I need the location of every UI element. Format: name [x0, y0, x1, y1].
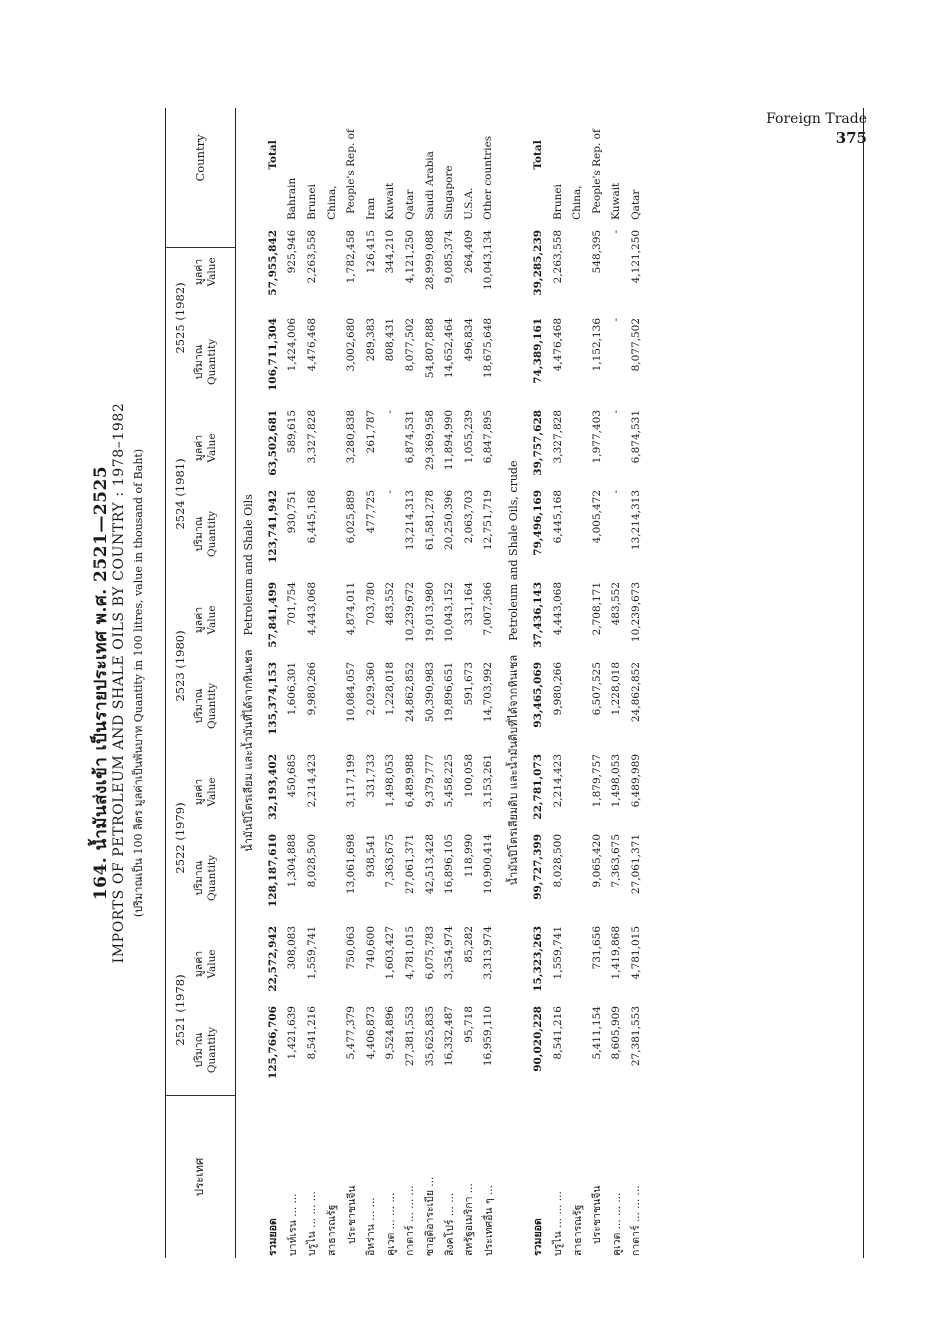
quantity-subheader: [193, 1004, 233, 1096]
country-name-english: Singapore: [443, 165, 456, 220]
running-title: Foreign Trade: [766, 111, 867, 127]
value-cell: 3,327,828: [551, 409, 564, 464]
value-cell: [567, 580, 587, 660]
table-row: [341, 88, 361, 1258]
subheader-row: [193, 88, 233, 1258]
quantity-cell: 54,807,888: [423, 317, 436, 379]
quantity-cell: 24,862,852: [629, 661, 642, 723]
quantity-cell: -: [610, 317, 623, 322]
value-cell: 1,782,458: [345, 229, 358, 284]
value-cell: 740,600: [364, 925, 377, 970]
table-row: [607, 88, 627, 1258]
value-cell: 22,572,942: [266, 925, 279, 992]
quantity-cell: 106,711,304: [266, 317, 279, 392]
country-name-thai: สิงคโปร์ ... ...: [443, 1192, 456, 1256]
quantity-cell: 24,862,852: [403, 661, 416, 723]
value-cell: 3,117,199: [345, 753, 358, 808]
value-cell: 1,977,403: [590, 409, 603, 464]
value-cell: 2,214,423: [551, 753, 564, 808]
quantity-cell: 14,652,464: [443, 317, 456, 379]
country-name-thai: บาห์เรน ... ...: [286, 1193, 299, 1256]
value-cell: 10,043,152: [443, 581, 456, 643]
quantity-cell: 6,445,168: [551, 489, 564, 544]
quantity-cell: 19,896,651: [443, 661, 456, 723]
quantity-cell: 8,541,216: [305, 1006, 318, 1060]
country-name-english: Bahrain: [286, 177, 299, 220]
table-row: [439, 88, 459, 1258]
table-row: [548, 88, 568, 1258]
value-cell: 589,615: [286, 409, 299, 454]
country-name-thai: คูเวต ... ... ...: [610, 1192, 623, 1256]
value-cell: -: [384, 409, 397, 414]
country-name-thai: บรูไน ... ... ...: [306, 1191, 319, 1256]
quantity-cell: 27,061,371: [403, 833, 416, 895]
value-cell: 4,121,250: [629, 229, 642, 284]
quantity-cell: 50,390,983: [423, 661, 436, 723]
value-subheader-thai: มูลค่า: [193, 434, 205, 462]
quantity-subheader-english: Quantity: [206, 1026, 218, 1074]
value-cell: 57,841,499: [266, 581, 279, 648]
country-name-english: Qatar: [629, 189, 642, 220]
value-cell: 4,443,068: [551, 581, 564, 636]
quantity-cell: 9,524,896: [384, 1006, 397, 1060]
value-cell: 701,754: [286, 581, 299, 626]
quantity-cell: 4,005,472: [590, 489, 603, 544]
country-name-english: Brunei: [551, 184, 564, 220]
value-subheader: [193, 580, 233, 660]
value-cell: 3,313,974: [482, 925, 495, 980]
quantity-cell: 2,029,360: [364, 661, 377, 716]
country-name-thai: กาตาร์ ... ... ...: [404, 1185, 417, 1256]
quantity-cell: 9,065,420: [590, 833, 603, 888]
section-heading-row: [233, 88, 263, 1258]
section-heading: [233, 88, 263, 1258]
section-heading-thai: น้ำมันปิโตรเลียม และน้ำมันที่ได้จากหินเชล: [242, 649, 255, 852]
table-row: [420, 88, 440, 1258]
country-name-thai: สหรัฐอเมริกา ...: [463, 1183, 476, 1256]
value-cell: 1,055,239: [462, 409, 475, 464]
value-cell: 10,043,134: [482, 229, 495, 291]
value-cell: 261,787: [364, 409, 377, 454]
country-name-thai: อิหร่าน ... ...: [365, 1197, 378, 1256]
table-header: [167, 88, 233, 1258]
country-name-english: China,: [571, 185, 584, 220]
value-subheader: [193, 924, 233, 1004]
quantity-subheader-thai: ปริมาณ: [193, 344, 205, 380]
table-body: [233, 88, 646, 1258]
quantity-cell: 9,980,266: [551, 661, 564, 716]
quantity-cell: 14,703,992: [482, 661, 495, 723]
value-cell: 6,489,988: [403, 753, 416, 808]
value-subheader: [193, 408, 233, 488]
quantity-cell: 6,445,168: [305, 489, 318, 544]
value-cell: 85,282: [462, 925, 475, 963]
quantity-cell: 6,507,525: [590, 661, 603, 716]
quantity-cell: 9,980,266: [305, 661, 318, 716]
quantity-cell: 1,606,301: [286, 661, 299, 716]
value-cell: 100,058: [462, 753, 475, 798]
year-header: 2523 (1980): [173, 630, 187, 702]
value-cell: 3,280,838: [345, 409, 358, 464]
value-subheader-english: Value: [206, 433, 218, 463]
quantity-cell: 1,421,639: [286, 1006, 299, 1060]
table-units: [129, 108, 147, 1258]
quantity-subheader-english: Quantity: [206, 854, 218, 902]
country-name-english: Saudi Arabia: [423, 151, 436, 220]
value-cell: 9,085,374: [443, 229, 456, 284]
country-name-thai: กาตาร์ ... ... ...: [630, 1185, 643, 1256]
value-cell: 483,552: [384, 581, 397, 626]
country-name-english: Other countries: [482, 135, 495, 220]
quantity-cell: 10,900,414: [482, 833, 495, 895]
quantity-cell: 27,061,371: [629, 833, 642, 895]
value-cell: 6,874,531: [629, 409, 642, 464]
value-cell: 39,285,239: [531, 229, 544, 296]
quantity-cell: 8,605,909: [610, 1006, 623, 1060]
bottom-rule: [863, 108, 864, 1258]
quantity-cell: 18,675,648: [482, 317, 495, 379]
quantity-cell: -: [610, 489, 623, 494]
value-cell: 63,502,681: [266, 409, 279, 476]
quantity-cell: 5,477,379: [345, 1006, 358, 1060]
quantity-cell: 74,389,161: [531, 317, 544, 384]
value-cell: 15,323,263: [531, 925, 544, 992]
quantity-cell: [567, 660, 587, 752]
quantity-cell: 125,766,706: [266, 1006, 279, 1080]
table-row: [361, 88, 381, 1258]
table-row: [479, 88, 499, 1258]
quantity-cell: 496,834: [462, 317, 475, 362]
units-english: Quantity in 100 litres, value in thousand of Baht): [132, 448, 145, 723]
quantity-cell: [567, 832, 587, 924]
quantity-cell: 20,250,396: [443, 489, 456, 551]
quantity-cell: 7,363,675: [384, 833, 397, 888]
value-cell: [567, 228, 587, 316]
value-cell: 57,955,842: [266, 229, 279, 296]
quantity-cell: 12,751,719: [482, 489, 495, 551]
section-heading: [498, 88, 528, 1258]
quantity-cell: 1,228,018: [384, 661, 397, 716]
quantity-cell: 10,084,057: [345, 661, 358, 723]
section-heading-thai: น้ำมันปิโตรเลียมดิบ และน้ำมันดิบที่ได้จากหินเชล: [507, 654, 521, 886]
table-row: [459, 88, 479, 1258]
value-cell: [567, 752, 587, 832]
value-cell: 4,781,015: [629, 925, 642, 980]
table-row: [400, 88, 420, 1258]
quantity-cell: [322, 316, 342, 408]
table-row: [381, 88, 401, 1258]
quantity-cell: [322, 660, 342, 752]
quantity-cell: 2,063,703: [462, 489, 475, 544]
value-cell: 10,239,673: [629, 581, 642, 643]
country-name-thai: สาธารณรัฐ: [326, 1204, 339, 1256]
country-name-english: Qatar: [403, 189, 416, 220]
value-cell: 1,498,053: [384, 753, 397, 808]
quantity-cell: 35,625,835: [423, 1006, 436, 1067]
value-cell: 2,708,171: [590, 581, 603, 636]
quantity-subheader-thai: ปริมาณ: [193, 516, 205, 552]
value-cell: 1,559,741: [305, 925, 318, 980]
section-heading-english: Petroleum and Shale Oils: [242, 494, 255, 636]
country-name-thai: รวมยอด: [532, 1218, 545, 1256]
quantity-subheader-english: Quantity: [206, 510, 218, 558]
country-name-english: Brunei: [305, 184, 318, 220]
country-name-thai: ประเทศอื่น ๆ ...: [482, 1185, 495, 1256]
value-cell: 7,007,366: [482, 581, 495, 636]
quantity-subheader: [193, 488, 233, 580]
value-cell: 925,946: [286, 229, 299, 274]
value-cell: 6,847,895: [482, 409, 495, 464]
country-english-header: Country: [193, 134, 207, 182]
value-cell: 750,063: [345, 925, 358, 970]
quantity-cell: 90,020,228: [531, 1006, 544, 1072]
value-cell: [567, 924, 587, 1004]
value-subheader: [193, 752, 233, 832]
value-cell: 4,121,250: [403, 229, 416, 284]
quantity-cell: 16,959,110: [482, 1006, 495, 1067]
value-cell: [567, 408, 587, 488]
value-cell: 1,603,427: [384, 925, 397, 980]
country-name-thai: รวมยอด: [267, 1218, 280, 1256]
quantity-cell: [322, 832, 342, 924]
quantity-cell: 1,152,136: [590, 317, 603, 372]
table-row: [626, 88, 646, 1258]
value-cell: 331,733: [364, 753, 377, 798]
value-cell: 483,552: [610, 581, 623, 626]
value-subheader-english: Value: [206, 777, 218, 807]
value-cell: 11,894,990: [443, 409, 456, 471]
value-cell: 1,879,757: [590, 753, 603, 808]
value-cell: 6,075,783: [423, 925, 436, 980]
total-row: [263, 88, 283, 1258]
quantity-cell: -: [384, 489, 397, 494]
units-thai: (ปริมาณเป็น 100 ลิตร มูลค่าเป็นพันบาท: [132, 725, 145, 918]
country-name-english: Kuwait: [384, 182, 397, 220]
value-cell: 2,263,558: [305, 229, 318, 284]
country-name-english: China,: [325, 185, 338, 220]
value-cell: 32,193,402: [266, 753, 279, 820]
country-name-thai: ซาอุดิอาระเบีย ...: [424, 1176, 437, 1256]
quantity-cell: 6,025,889: [345, 489, 358, 544]
value-cell: 1,419,868: [610, 925, 623, 980]
quantity-cell: [322, 1004, 342, 1096]
quantity-cell: [567, 1004, 587, 1096]
quantity-cell: 42,513,428: [423, 833, 436, 895]
quantity-cell: 13,061,698: [345, 833, 358, 895]
imports-table: [167, 88, 646, 1258]
country-name-thai: ประชาชนจีน: [345, 1185, 358, 1244]
year-header: 2524 (1981): [173, 458, 187, 530]
quantity-cell: 95,718: [462, 1006, 475, 1043]
country-name-english: Kuwait: [610, 182, 623, 220]
quantity-cell: 1,228,018: [610, 661, 623, 716]
country-name-english: People's Rep. of: [345, 129, 358, 214]
value-cell: 9,379,777: [423, 753, 436, 808]
quantity-cell: 930,751: [286, 489, 299, 534]
table-row: [302, 88, 322, 1258]
table-row: [587, 88, 607, 1258]
quantity-cell: 8,077,502: [403, 317, 416, 372]
table-row: [283, 88, 303, 1258]
value-cell: 5,458,225: [443, 753, 456, 808]
value-cell: 2,263,558: [551, 229, 564, 284]
quantity-cell: 5,411,154: [590, 1006, 603, 1060]
value-cell: 308,083: [286, 925, 299, 970]
section-heading-row: [498, 88, 528, 1258]
value-cell: 28,999,088: [423, 229, 436, 291]
quantity-cell: 3,002,680: [345, 317, 358, 372]
quantity-cell: 13,214,313: [403, 489, 416, 551]
quantity-cell: 477,725: [364, 489, 377, 534]
value-cell: 29,369,958: [423, 409, 436, 471]
value-cell: [322, 228, 342, 316]
quantity-subheader: [193, 316, 233, 408]
quantity-cell: 128,187,610: [266, 833, 279, 908]
value-cell: [322, 752, 342, 832]
value-subheader-thai: มูลค่า: [193, 778, 205, 806]
quantity-subheader-thai: ปริมาณ: [193, 688, 205, 724]
value-cell: 3,327,828: [305, 409, 318, 464]
top-rule: [165, 108, 166, 1258]
value-cell: 126,415: [364, 229, 377, 274]
quantity-subheader: [193, 660, 233, 752]
section-heading-english: Petroleum and Shale Oils, crude: [507, 460, 521, 641]
year-header-row: [167, 88, 193, 1258]
country-name-thai: คูเวต ... ... ...: [384, 1192, 397, 1256]
value-subheader-english: Value: [206, 949, 218, 979]
country-name-thai: ประชาชนจีน: [591, 1185, 604, 1244]
quantity-subheader-english: Quantity: [206, 682, 218, 730]
quantity-cell: 27,381,553: [629, 1006, 642, 1067]
table-row: [322, 88, 342, 1258]
table-title-english: IMPORTS OF PETROLEUM AND SHALE OILS BY COUNTRY : 1978–1982: [111, 402, 127, 964]
quantity-subheader-thai: ปริมาณ: [193, 860, 205, 896]
quantity-cell: 4,406,873: [364, 1006, 377, 1060]
quantity-cell: 8,028,500: [305, 833, 318, 888]
value-cell: 2,214,423: [305, 753, 318, 808]
page-number: 375: [835, 129, 867, 147]
value-cell: 22,781,073: [531, 753, 544, 820]
quantity-cell: 13,214,313: [629, 489, 642, 551]
value-cell: 3,354,974: [443, 925, 456, 980]
value-cell: [322, 408, 342, 488]
quantity-cell: 16,896,105: [443, 833, 456, 895]
value-cell: 3,153,261: [482, 753, 495, 808]
quantity-cell: 289,383: [364, 317, 377, 362]
quantity-cell: 93,465,069: [531, 661, 544, 728]
country-name-english: U.S.A.: [462, 187, 475, 220]
value-subheader-thai: มูลค่า: [193, 258, 205, 286]
quantity-cell: 591,673: [462, 661, 475, 706]
value-cell: 6,489,989: [629, 753, 642, 808]
quantity-cell: 135,374,153: [266, 661, 279, 736]
quantity-subheader: [193, 832, 233, 924]
value-cell: 1,498,053: [610, 753, 623, 808]
country-name-thai: บรูไน ... ... ...: [552, 1191, 565, 1256]
quantity-cell: 938,541: [364, 833, 377, 878]
table-title-thai: 164. น้ำมันส่งเข้า เป็นรายประเทศ พ.ศ. 2521—2525: [91, 465, 111, 901]
value-subheader-thai: มูลค่า: [193, 606, 205, 634]
table-row: [567, 88, 587, 1258]
quantity-cell: 8,541,216: [551, 1006, 564, 1060]
value-subheader-english: Value: [206, 605, 218, 635]
year-header: 2522 (1979): [173, 802, 187, 874]
value-cell: 4,443,068: [305, 581, 318, 636]
quantity-cell: [322, 488, 342, 580]
value-cell: 331,164: [462, 581, 475, 626]
quantity-cell: 1,304,888: [286, 833, 299, 888]
quantity-cell: 79,496,169: [531, 489, 544, 556]
value-cell: 4,781,015: [403, 925, 416, 980]
quantity-cell: 8,077,502: [629, 317, 642, 372]
quantity-subheader-english: Quantity: [206, 338, 218, 385]
country-name-english: Iran: [364, 197, 377, 220]
value-cell: 37,436,143: [531, 581, 544, 648]
value-cell: 39,757,628: [531, 409, 544, 476]
quantity-cell: 61,581,278: [423, 489, 436, 551]
value-cell: -: [610, 229, 623, 234]
quantity-cell: 99,727,399: [531, 833, 544, 900]
value-cell: -: [610, 409, 623, 414]
value-subheader-english: Value: [206, 257, 218, 287]
value-cell: 703,780: [364, 581, 377, 626]
value-cell: 731,656: [590, 925, 603, 970]
quantity-cell: [567, 316, 587, 408]
value-cell: [322, 580, 342, 660]
quantity-cell: 4,476,468: [551, 317, 564, 372]
value-cell: 10,239,672: [403, 581, 416, 643]
quantity-cell: 808,431: [384, 317, 397, 362]
year-header: 2521 (1978): [173, 974, 187, 1046]
quantity-cell: 27,381,553: [403, 1006, 416, 1067]
value-cell: 4,874,011: [345, 581, 358, 636]
quantity-cell: [567, 488, 587, 580]
value-subheader: [193, 228, 233, 316]
country-name-thai: สาธารณรัฐ: [571, 1204, 584, 1256]
quantity-cell: 4,476,468: [305, 317, 318, 372]
value-cell: 264,409: [462, 229, 475, 274]
rotated-table-block: [85, 108, 865, 1258]
value-cell: [322, 924, 342, 1004]
quantity-cell: 118,990: [462, 833, 475, 878]
value-subheader-thai: มูลค่า: [193, 950, 205, 978]
value-cell: 19,013,980: [423, 581, 436, 643]
country-name-english: People's Rep. of: [590, 129, 603, 214]
total-row: [528, 88, 548, 1258]
value-cell: 344,210: [384, 229, 397, 274]
value-cell: 450,685: [286, 753, 299, 798]
quantity-cell: 16,332,487: [443, 1006, 456, 1067]
year-header: 2525 (1982): [173, 282, 187, 354]
country-thai-header: ประเทศ: [192, 1157, 206, 1197]
quantity-subheader-thai: ปริมาณ: [193, 1032, 205, 1068]
quantity-cell: 123,741,942: [266, 489, 279, 564]
value-cell: 6,874,531: [403, 409, 416, 464]
country-name-english: Total: [531, 140, 544, 170]
value-cell: 548,395: [590, 229, 603, 274]
quantity-cell: 8,028,500: [551, 833, 564, 888]
country-name-english: Total: [266, 140, 279, 170]
quantity-cell: 7,363,675: [610, 833, 623, 888]
value-cell: 1,559,741: [551, 925, 564, 980]
quantity-cell: 1,424,006: [286, 317, 299, 372]
